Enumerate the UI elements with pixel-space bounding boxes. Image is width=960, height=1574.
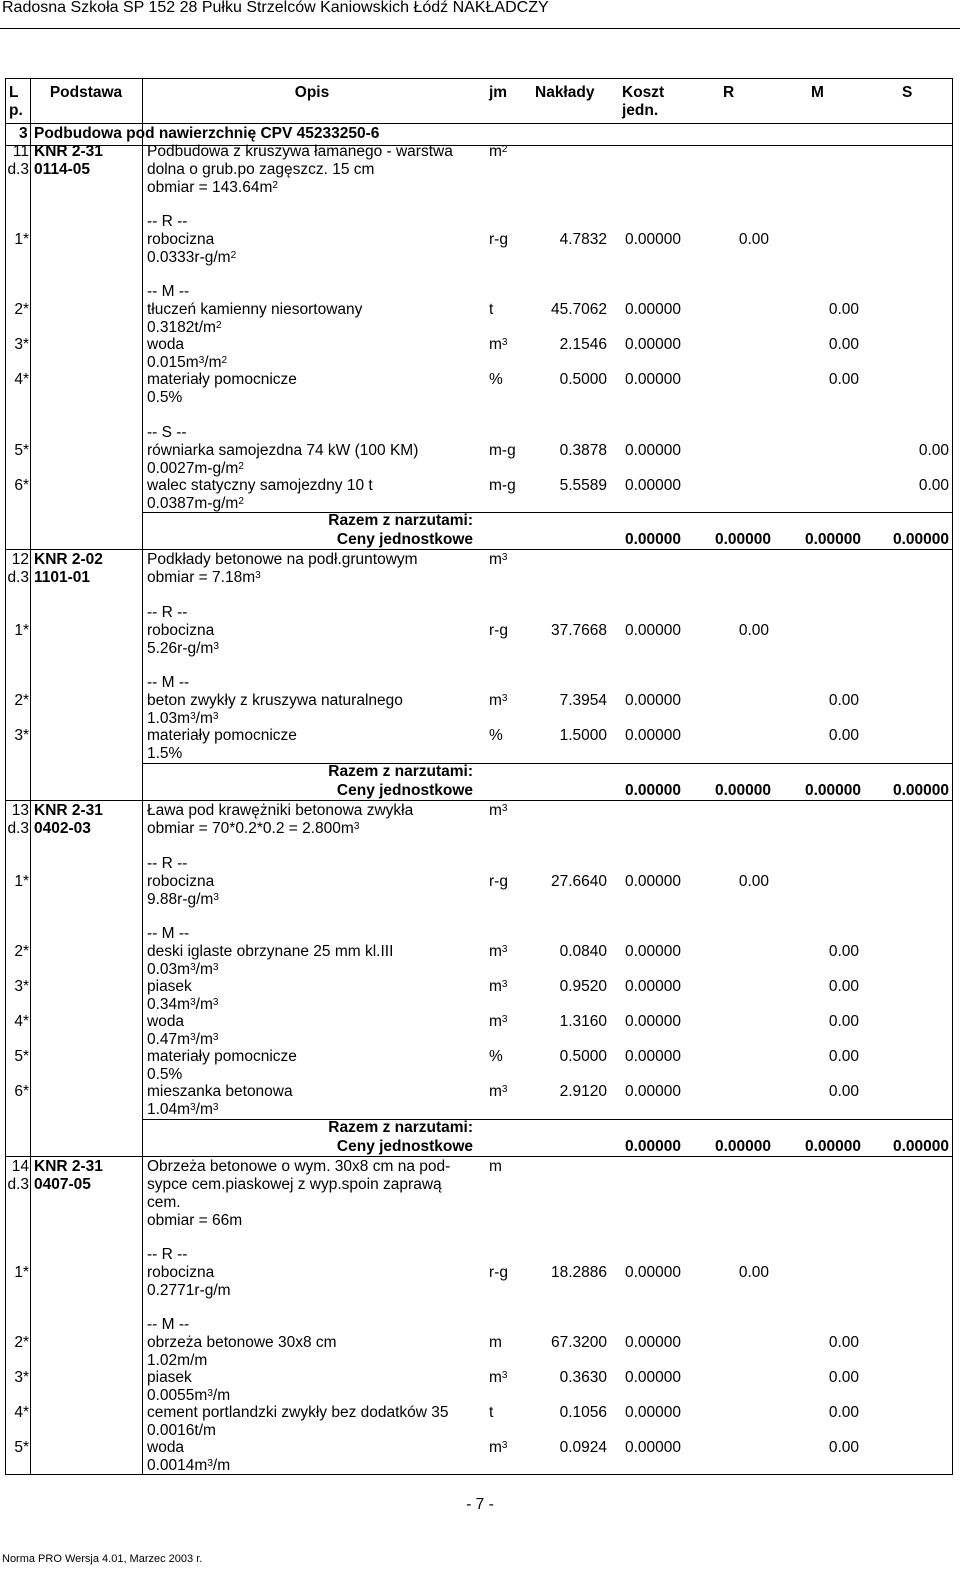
summary-label: Razem z narzutami: bbox=[328, 1119, 473, 1136]
summary-label: Razem z narzutami: bbox=[328, 512, 473, 529]
summary-label: Ceny jednostkowe bbox=[336, 531, 473, 548]
resource-value-m: 0.00 bbox=[828, 1048, 859, 1065]
resource-number: 5* bbox=[14, 1439, 29, 1456]
resource-naklady: 7.3954 bbox=[559, 692, 607, 709]
resource-name: materiały pomocnicze 0.5% bbox=[147, 371, 297, 406]
header-jm: jm bbox=[489, 84, 508, 101]
resource-naklady: 0.3630 bbox=[559, 1369, 607, 1386]
header-koszt: Koszt jedn. bbox=[622, 84, 665, 119]
header-r: R bbox=[723, 84, 735, 101]
summary-value-s: 0.00000 bbox=[892, 782, 949, 799]
resource-number: 1* bbox=[14, 231, 29, 248]
resource-unit: t bbox=[489, 301, 494, 318]
group-label-m: -- M -- bbox=[147, 925, 190, 942]
resource-value-m: 0.00 bbox=[828, 1404, 859, 1421]
resource-unit: $m^3$ bbox=[489, 943, 508, 960]
resource-naklady: 1.3160 bbox=[559, 1013, 607, 1030]
column-line bbox=[30, 78, 31, 1475]
resource-name: mieszanka betonowa $1.04m^3/m^3$ bbox=[147, 1083, 293, 1118]
resource-naklady: 2.9120 bbox=[559, 1083, 607, 1100]
summary-value: 0.00000 bbox=[624, 1138, 681, 1155]
cost-table bbox=[5, 78, 953, 1475]
resource-price: 0.00000 bbox=[624, 622, 681, 639]
resource-name: materiały pomocnicze 0.5% bbox=[147, 1048, 297, 1083]
header-rule bbox=[0, 28, 960, 29]
resource-value-m: 0.00 bbox=[828, 978, 859, 995]
resource-name: piasek $0.34m^3/m^3$ bbox=[147, 978, 219, 1013]
resource-unit: r-g bbox=[489, 1264, 508, 1281]
resource-naklady: 0.5000 bbox=[559, 371, 607, 388]
resource-name: piasek $0.0055m^3/m$ bbox=[147, 1369, 231, 1404]
resource-number: 1* bbox=[14, 1264, 29, 1281]
column-line bbox=[952, 78, 953, 1475]
header-lp: L p. bbox=[9, 84, 23, 119]
resource-unit: r-g bbox=[489, 231, 508, 248]
resource-unit: t bbox=[489, 1404, 494, 1421]
item-basis: KNR 2-31 0407-05 bbox=[34, 1158, 103, 1193]
resource-price: 0.00000 bbox=[624, 1404, 681, 1421]
item-unit: $m^3$ bbox=[489, 551, 508, 568]
resource-unit: $m^3$ bbox=[489, 1369, 508, 1386]
item-rule bbox=[5, 800, 953, 801]
resource-name: cement portlandzki zwykły bez dodatków 35 0.0016t/m bbox=[147, 1404, 449, 1439]
resource-naklady: 0.0924 bbox=[559, 1439, 607, 1456]
resource-value-r: 0.00 bbox=[738, 622, 769, 639]
summary-value-m: 0.00000 bbox=[804, 782, 861, 799]
column-line bbox=[142, 78, 143, 1475]
item-description: Obrzeża betonowe o wym. 30x8 cm na pod- sypce cem.piaskowej z wyp.spoin zaprawą cem. obmiar = 66m bbox=[147, 1158, 451, 1229]
resource-price: 0.00000 bbox=[624, 873, 681, 890]
summary-label: Razem z narzutami: bbox=[328, 763, 473, 780]
resource-name: deski iglaste obrzynane 25 mm kl.III $0.03m^3/m^3$ bbox=[147, 943, 394, 978]
resource-naklady: 0.9520 bbox=[559, 978, 607, 995]
resource-price: 0.00000 bbox=[624, 692, 681, 709]
item-basis: KNR 2-31 0114-05 bbox=[34, 143, 103, 178]
group-label-r: -- R -- bbox=[147, 604, 188, 621]
resource-price: 0.00000 bbox=[624, 1334, 681, 1351]
resource-unit: $m^3$ bbox=[489, 1439, 508, 1456]
item-description: Ława pod krawężniki betonowa zwykła obmiar = $70*0.2*0.2 = 2.800m^3$ bbox=[147, 802, 414, 837]
item-rule bbox=[5, 1156, 953, 1157]
resource-unit: % bbox=[489, 727, 503, 744]
resource-name: walec statyczny samojezdny 10 t $0.0387m-g/m^2$ bbox=[147, 477, 373, 512]
resource-naklady: 67.3200 bbox=[550, 1334, 607, 1351]
resource-price: 0.00000 bbox=[624, 336, 681, 353]
resource-number: 2* bbox=[14, 943, 29, 960]
header-s: S bbox=[902, 84, 913, 101]
resource-naklady: 45.7062 bbox=[550, 301, 607, 318]
resource-number: 6* bbox=[14, 1083, 29, 1100]
summary-value-s: 0.00000 bbox=[892, 531, 949, 548]
resource-unit: % bbox=[489, 1048, 503, 1065]
summary-value-m: 0.00000 bbox=[804, 1138, 861, 1155]
resource-name: tłuczeń kamienny niesortowany $0.3182t/m^2$ bbox=[147, 301, 363, 336]
resource-price: 0.00000 bbox=[624, 943, 681, 960]
resource-number: 1* bbox=[14, 622, 29, 639]
item-unit: m bbox=[489, 1158, 502, 1175]
resource-unit: $m^3$ bbox=[489, 692, 508, 709]
resource-unit: $m^3$ bbox=[489, 1083, 508, 1100]
resource-name: robocizna 0.2771r-g/m bbox=[147, 1264, 231, 1299]
resource-number: 1* bbox=[14, 873, 29, 890]
item-unit: $m^3$ bbox=[489, 802, 508, 819]
resource-value-s: 0.00 bbox=[918, 442, 949, 459]
resource-value-m: 0.00 bbox=[828, 1013, 859, 1030]
resource-value-m: 0.00 bbox=[828, 1369, 859, 1386]
resource-number: 2* bbox=[14, 1334, 29, 1351]
resource-value-r: 0.00 bbox=[738, 1264, 769, 1281]
resource-value-m: 0.00 bbox=[828, 336, 859, 353]
summary-label: Ceny jednostkowe bbox=[336, 1138, 473, 1155]
item-number: 13 d.3 bbox=[7, 802, 29, 837]
resource-value-r: 0.00 bbox=[738, 873, 769, 890]
resource-price: 0.00000 bbox=[624, 442, 681, 459]
summary-value-r: 0.00000 bbox=[714, 531, 771, 548]
resource-unit: $m^3$ bbox=[489, 978, 508, 995]
item-rule bbox=[5, 549, 953, 550]
resource-unit: $m^3$ bbox=[489, 1013, 508, 1030]
summary-value-s: 0.00000 bbox=[892, 1138, 949, 1155]
resource-name: beton zwykły z kruszywa naturalnego $1.03m^3/m^3$ bbox=[147, 692, 403, 727]
resource-number: 2* bbox=[14, 301, 29, 318]
resource-number: 4* bbox=[14, 371, 29, 388]
resource-unit: r-g bbox=[489, 873, 508, 890]
resource-number: 5* bbox=[14, 1048, 29, 1065]
resource-naklady: 0.3878 bbox=[559, 442, 607, 459]
resource-naklady: 27.6640 bbox=[550, 873, 607, 890]
summary-value: 0.00000 bbox=[624, 782, 681, 799]
resource-value-s: 0.00 bbox=[918, 477, 949, 494]
item-basis: KNR 2-02 1101-01 bbox=[34, 551, 103, 586]
resource-name: woda $0.47m^3/m^3$ bbox=[147, 1013, 219, 1048]
resource-naklady: 5.5589 bbox=[559, 477, 607, 494]
resource-price: 0.00000 bbox=[624, 1083, 681, 1100]
group-label-r: -- R -- bbox=[147, 1246, 188, 1263]
resource-unit: m-g bbox=[489, 442, 516, 459]
resource-unit: m-g bbox=[489, 477, 516, 494]
item-number: 12 d.3 bbox=[7, 551, 29, 586]
resource-value-m: 0.00 bbox=[828, 1083, 859, 1100]
summary-value-r: 0.00000 bbox=[714, 1138, 771, 1155]
resource-name: równiarka samojezdna 74 kW (100 KM) $0.0027m-g/m^2$ bbox=[147, 442, 419, 477]
summary-label: Ceny jednostkowe bbox=[336, 782, 473, 799]
resource-name: robocizna $0.0333r-g/m^2$ bbox=[147, 231, 237, 266]
group-label-r: -- R -- bbox=[147, 213, 188, 230]
resource-naklady: 0.0840 bbox=[559, 943, 607, 960]
summary-value: 0.00000 bbox=[624, 531, 681, 548]
resource-value-m: 0.00 bbox=[828, 301, 859, 318]
resource-number: 3* bbox=[14, 336, 29, 353]
resource-number: 3* bbox=[14, 727, 29, 744]
resource-price: 0.00000 bbox=[624, 371, 681, 388]
resource-number: 4* bbox=[14, 1404, 29, 1421]
resource-value-m: 0.00 bbox=[828, 692, 859, 709]
summary-value-m: 0.00000 bbox=[804, 531, 861, 548]
item-number: 11 d.3 bbox=[7, 143, 29, 178]
resource-naklady: 2.1546 bbox=[559, 336, 607, 353]
group-label-m: -- M -- bbox=[147, 674, 190, 691]
item-description: Podkłady betonowe na podł.gruntowym obmiar = $7.18m^3$ bbox=[147, 551, 418, 586]
group-label-m: -- M -- bbox=[147, 283, 190, 300]
resource-price: 0.00000 bbox=[624, 231, 681, 248]
resource-name: materiały pomocnicze 1.5% bbox=[147, 727, 297, 762]
resource-price: 0.00000 bbox=[624, 1264, 681, 1281]
resource-number: 6* bbox=[14, 477, 29, 494]
item-description: Podbudowa z kruszywa łamanego - warstwa dolna o grub.po zagęszcz. 15 cm obmiar = $143.64m^2$ bbox=[147, 143, 453, 196]
resource-naklady: 0.1056 bbox=[559, 1404, 607, 1421]
resource-value-m: 0.00 bbox=[828, 727, 859, 744]
resource-name: robocizna $9.88r-g/m^3$ bbox=[147, 873, 219, 908]
resource-price: 0.00000 bbox=[624, 301, 681, 318]
resource-price: 0.00000 bbox=[624, 477, 681, 494]
resource-number: 2* bbox=[14, 692, 29, 709]
resource-name: obrzeża betonowe 30x8 cm 1.02m/m bbox=[147, 1334, 337, 1369]
resource-price: 0.00000 bbox=[624, 727, 681, 744]
header-naklady: Nakłady bbox=[535, 84, 595, 101]
resource-value-m: 0.00 bbox=[828, 1439, 859, 1456]
resource-value-m: 0.00 bbox=[828, 371, 859, 388]
header-bottom-rule bbox=[5, 123, 953, 124]
page-number: - 7 - bbox=[466, 1496, 494, 1513]
resource-unit: % bbox=[489, 371, 503, 388]
resource-price: 0.00000 bbox=[624, 1439, 681, 1456]
summary-value-r: 0.00000 bbox=[714, 782, 771, 799]
header-opis: Opis bbox=[294, 84, 330, 101]
group-label-r: -- R -- bbox=[147, 855, 188, 872]
item-basis: KNR 2-31 0402-03 bbox=[34, 802, 103, 837]
resource-price: 0.00000 bbox=[624, 1048, 681, 1065]
resource-number: 5* bbox=[14, 442, 29, 459]
resource-value-r: 0.00 bbox=[738, 231, 769, 248]
item-number: 14 d.3 bbox=[7, 1158, 29, 1193]
header-m: M bbox=[811, 84, 824, 101]
resource-price: 0.00000 bbox=[624, 978, 681, 995]
resource-naklady: 37.7668 bbox=[550, 622, 607, 639]
resource-value-m: 0.00 bbox=[828, 943, 859, 960]
item-unit: $m^2$ bbox=[489, 143, 508, 160]
resource-price: 0.00000 bbox=[624, 1369, 681, 1386]
resource-naklady: 4.7832 bbox=[559, 231, 607, 248]
resource-unit: r-g bbox=[489, 622, 508, 639]
table-top-rule bbox=[5, 78, 953, 79]
group-label-m: -- M -- bbox=[147, 1316, 190, 1333]
resource-number: 3* bbox=[14, 978, 29, 995]
group-label-s: -- S -- bbox=[147, 424, 187, 441]
section-number: 3 bbox=[19, 125, 28, 142]
resource-name: woda $0.015m^3/m^2$ bbox=[147, 336, 228, 371]
resource-naklady: 0.5000 bbox=[559, 1048, 607, 1065]
document-title: Radosna Szkoła SP 152 28 Pułku Strzelców Kaniowskich Łódź NAKŁADCZY bbox=[2, 0, 549, 16]
resource-naklady: 1.5000 bbox=[559, 727, 607, 744]
resource-number: 4* bbox=[14, 1013, 29, 1030]
resource-price: 0.00000 bbox=[624, 1013, 681, 1030]
resource-unit: m bbox=[489, 1334, 502, 1351]
resource-name: woda $0.0014m^3/m$ bbox=[147, 1439, 231, 1474]
resource-unit: $m^3$ bbox=[489, 336, 508, 353]
software-footer: Norma PRO Wersja 4.01, Marzec 2003 r. bbox=[2, 1553, 203, 1565]
section-title: Podbudowa pod nawierzchnię CPV 45233250-6 bbox=[34, 125, 380, 142]
header-podstawa: Podstawa bbox=[49, 84, 123, 101]
resource-naklady: 18.2886 bbox=[550, 1264, 607, 1281]
resource-value-m: 0.00 bbox=[828, 1334, 859, 1351]
resource-number: 3* bbox=[14, 1369, 29, 1386]
resource-name: robocizna $5.26r-g/m^3$ bbox=[147, 622, 219, 657]
